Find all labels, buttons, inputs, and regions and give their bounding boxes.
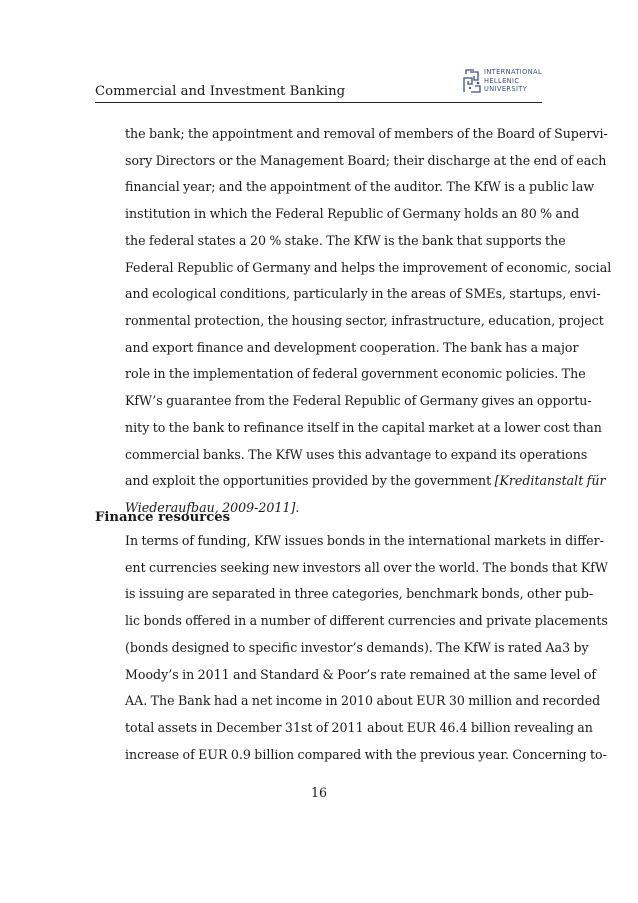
logo-line-hellenic: HELLENIC xyxy=(484,76,520,85)
citation: Wiederaufbau, 2009-2011] xyxy=(125,500,296,516)
paragraph-line: the federal states a 20 % stake. The KfW is the bank that supports the xyxy=(125,232,566,248)
paragraph-line: financial year; and the appointment of the auditor. The KfW is a public law xyxy=(125,179,595,195)
paragraph-line: Federal Republic of Germany and helps the improvement of economic, social xyxy=(125,259,612,275)
citation: [Kreditanstalt für xyxy=(494,473,606,489)
paragraph-line: (bonds designed to specific investor’s demands). The KfW is rated Aa3 by xyxy=(125,639,589,655)
paragraph-line: increase of EUR 0.9 billion compared with the previous year. Concerning to- xyxy=(125,746,607,762)
paragraph-line: ronmental protection, the housing sector, infrastructure, education, project xyxy=(125,313,604,329)
paragraph-line: role in the implementation of federal government economic policies. The xyxy=(125,366,586,382)
paragraph-line: institution in which the Federal Republic of Germany holds an 80 % and xyxy=(125,206,580,222)
paragraph-text: and exploit the opportunities provided by the government xyxy=(125,473,495,489)
logo-line-international: INTERNATIONAL xyxy=(484,68,543,76)
paragraph-text: . xyxy=(295,500,300,516)
paragraph-line: is issuing are separated in three categories, benchmark bonds, other pub- xyxy=(125,586,594,602)
university-logo-text xyxy=(484,68,542,94)
paragraph-line: nity to the bank to refinance itself in the capital market at a lower cost than xyxy=(125,419,602,435)
paragraph-line: the bank; the appointment and removal of members of the Board of Supervi- xyxy=(125,126,608,141)
section-heading-finance-resources: Finance resources xyxy=(95,510,231,525)
paragraph-line: KfW’s guarantee from the Federal Republic of Germany gives an opportu- xyxy=(125,393,592,409)
body-paragraph-kfw-overview xyxy=(125,124,612,525)
university-logo xyxy=(462,66,546,98)
paragraph-line: sory Directors or the Management Board; their discharge at the end of each xyxy=(125,152,607,168)
running-header-title: Commercial and Investment Banking xyxy=(95,84,346,99)
paragraph-line-with-citation xyxy=(125,471,606,498)
paragraph-line: In terms of funding, KfW issues bonds in the international markets in differ- xyxy=(125,533,604,548)
logo-line-university: UNIVERSITY xyxy=(484,85,528,94)
paragraph-line: Moody’s in 2011 and Standard & Poor’s rate remained at the same level of xyxy=(125,666,597,682)
page-number: 16 xyxy=(310,785,328,800)
paragraph-line: and ecological conditions, particularly in the areas of SMEs, startups, envi- xyxy=(125,286,601,302)
paragraph-line: lic bonds offered in a number of different currencies and private placements xyxy=(125,613,608,629)
paragraph-line: ent currencies seeking new investors all over the world. The bonds that KfW xyxy=(125,559,608,575)
paragraph-line: total assets in December 31st of 2011 about EUR 46.4 billion revealing an xyxy=(125,720,593,736)
body-paragraph-finance-resources xyxy=(125,531,608,771)
paragraph-line: AA. The Bank had a net income in 2010 about EUR 30 million and recorded xyxy=(125,693,601,709)
paragraph-line: and export finance and development cooperation. The bank has a major xyxy=(125,339,579,355)
header-rule xyxy=(95,102,542,103)
paragraph-line: commercial banks. The KfW uses this advantage to expand its operations xyxy=(125,446,588,462)
hellenic-key-pattern-icon xyxy=(462,68,482,94)
